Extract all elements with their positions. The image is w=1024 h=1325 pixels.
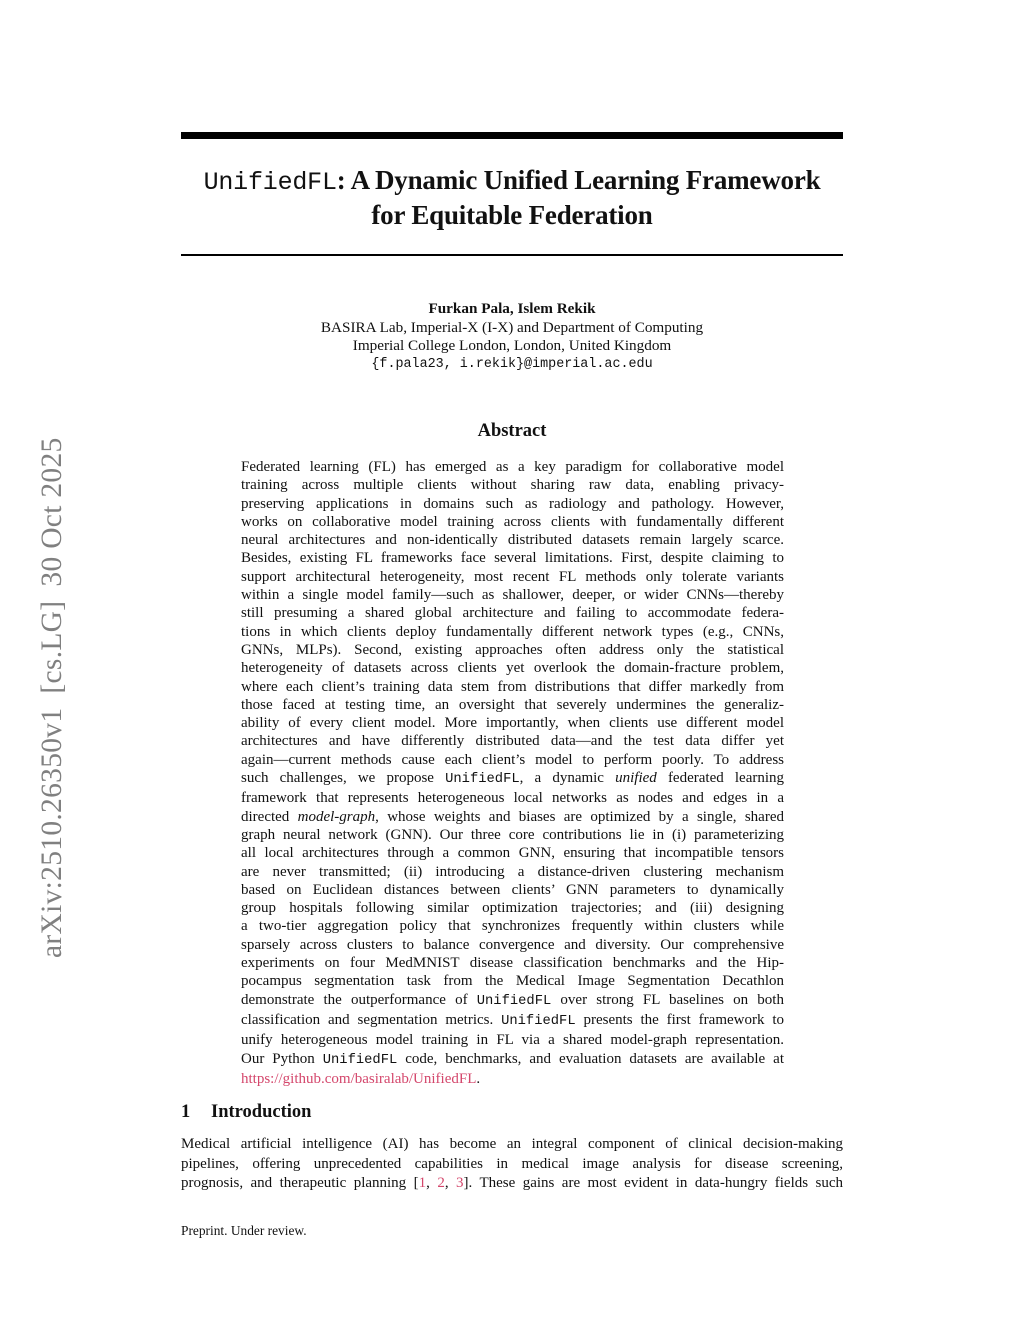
- abstract-line: [241, 769, 784, 789]
- intro-line: [181, 1174, 843, 1194]
- abstract-heading: Abstract: [477, 421, 547, 441]
- abstract-body: [241, 458, 784, 1088]
- abstract-line: [241, 808, 784, 826]
- text-segment: federated learning: [656, 770, 785, 787]
- abstract-line: within a single model family—such as shallower, deeper, or wider CNNs—thereby: [241, 587, 784, 604]
- abstract-line: works on collaborative model training across clients with fundamentally different: [241, 513, 784, 530]
- abstract-line: neural architectures and non-identically distributed datasets remain largely scarce.: [241, 532, 784, 549]
- introduction-body: [181, 1135, 843, 1194]
- abstract-line: unify heterogeneous model training in FL via a shared model-graph representation.: [241, 1032, 784, 1049]
- code-unifiedfl: UnifiedFL: [322, 1052, 398, 1068]
- abstract-line: [241, 1011, 784, 1031]
- abstract-line: Federated learning (FL) has emerged as a key paradigm for collaborative model: [241, 459, 784, 475]
- arxiv-stamp: [36, 437, 69, 958]
- emphasis-unified: unified: [615, 770, 657, 787]
- text-segment: over strong FL baselines on both: [551, 991, 784, 1008]
- github-link[interactable]: https://github.com/basiralab/UnifiedFL: [241, 1070, 477, 1087]
- author-names: Furkan Pala, Islem Rekik: [428, 300, 596, 317]
- abstract-line: architectures and have differently distributed data—and the test data differ yet: [241, 733, 784, 750]
- title-line-2: for Equitable Federation: [371, 200, 653, 230]
- affiliation-line-1: BASIRA Lab, Imperial-X (I-X) and Department of Computing: [320, 318, 704, 336]
- citation-link[interactable]: 2: [437, 1175, 445, 1192]
- abstract-line: pocampus segmentation task from the Medical Image Segmentation Decathlon: [241, 973, 784, 990]
- abstract-line: support architectural heterogeneity, most recent FL methods only tolerate variants: [241, 568, 784, 585]
- abstract-line: [241, 991, 784, 1011]
- abstract-line: again—current methods cause each client’s model to perform poorly. To address: [241, 751, 784, 768]
- abstract-line: where each client’s training data stem from distributions that differ markedly from: [241, 678, 784, 695]
- abstract-line: still presuming a shared global architecture and failing to accommodate federa-: [241, 605, 784, 622]
- affiliation-line-2: Imperial College London, London, United Kingdom: [352, 337, 672, 355]
- abstract-line: Besides, existing FL frameworks face several limitations. First, despite claiming to: [241, 550, 784, 567]
- text-segment: code, benchmarks, and evaluation datasets are available at: [397, 1050, 784, 1067]
- text-segment: presents the first framework to: [575, 1011, 784, 1028]
- code-unifiedfl: UnifiedFL: [476, 993, 552, 1009]
- abstract-line: [241, 1050, 784, 1070]
- text-segment: Our Python: [241, 1050, 323, 1067]
- abstract-line: graph neural network (GNN). Our three core contributions lie in (i) parameterizing: [241, 826, 784, 843]
- title-bottom-rule: [181, 254, 843, 256]
- arxiv-category: [cs.LG]: [36, 600, 68, 694]
- paper-title: [150, 164, 874, 231]
- intro-line: Medical artificial intelligence (AI) has become an integral component of clinical decision-making: [181, 1136, 843, 1152]
- abstract-line: tions in which clients deploy fundamentally different network types (e.g., CNNs,: [241, 623, 784, 640]
- abstract-line: ability of every client model. More importantly, when clients use different model: [241, 715, 784, 732]
- author-block: [212, 300, 812, 374]
- citation-link[interactable]: 3: [456, 1175, 464, 1192]
- author-email: {f.pala23, i.rekik}@imperial.ac.edu: [371, 356, 653, 372]
- title-framework-name: UnifiedFL: [203, 168, 337, 197]
- abstract-line: [241, 1070, 784, 1088]
- text-segment: classification and segmentation metrics.: [241, 1011, 502, 1028]
- title-top-rule: [181, 132, 843, 139]
- text-segment: such challenges, we propose: [241, 770, 446, 787]
- title-line-1: : A Dynamic Unified Learning Framework: [336, 165, 821, 195]
- text-segment: demonstrate the outperformance of: [241, 991, 477, 1008]
- arxiv-date: 30 Oct 2025: [36, 437, 68, 587]
- text-segment: , a dynamic: [519, 770, 616, 787]
- text-segment: ,: [444, 1175, 457, 1192]
- code-unifiedfl: UnifiedFL: [501, 1013, 576, 1029]
- abstract-line: preserving applications in domains such as radiology and pathology. However,: [241, 495, 784, 512]
- emphasis-model-graph: model-graph: [297, 808, 376, 825]
- abstract-line: all local architectures through a common GNN, ensuring that incompatible tensors: [241, 845, 784, 862]
- section-heading-introduction: [181, 1102, 311, 1123]
- abstract-line: framework that represents heterogeneous local networks as nodes and edges in a: [241, 790, 784, 807]
- text-segment: directed: [241, 808, 298, 825]
- text-segment: ,: [426, 1175, 438, 1192]
- footer-note: Preprint. Under review.: [181, 1223, 307, 1238]
- text-segment: ]. These gains are most evident in data-hungry fields such: [463, 1175, 844, 1192]
- abstract-line: group hospitals following similar optimization trajectories; and (iii) designing: [241, 900, 784, 917]
- text-segment: prognosis, and therapeutic planning [: [181, 1175, 419, 1192]
- section-number: 1: [181, 1102, 191, 1122]
- abstract-line: a two-tier aggregation policy that synchronizes frequently within clusters while: [241, 918, 784, 935]
- abstract-line: GNNs, MLPs). Second, existing approaches often address only the statistical: [241, 641, 784, 658]
- text-segment: , whose weights and biases are optimized by a single, shared: [375, 808, 784, 825]
- citation-link[interactable]: 1: [418, 1175, 427, 1192]
- abstract-line: based on Euclidean distances between clients’ GNN parameters to dynamically: [241, 881, 784, 898]
- arxiv-id: arXiv:2510.26350v1: [36, 707, 68, 958]
- abstract-line: those faced at testing time, an oversight that severely undermines the generaliz-: [241, 696, 784, 713]
- text-segment: .: [476, 1070, 481, 1087]
- abstract-line: are never transmitted; (ii) introducing a distance-driven clustering mechanism: [241, 863, 784, 880]
- section-title: Introduction: [211, 1102, 312, 1122]
- code-unifiedfl: UnifiedFL: [445, 772, 520, 788]
- abstract-line: sparsely across clusters to balance convergence and diversity. Our comprehensive: [241, 936, 784, 953]
- abstract-line: experiments on four MedMNIST disease classification benchmarks and the Hip-: [241, 955, 784, 972]
- intro-line: pipelines, offering unprecedented capabilities in medical image analysis for disease screening,: [181, 1155, 843, 1172]
- abstract-line: training across multiple clients without sharing raw data, enabling privacy-: [241, 477, 784, 494]
- abstract-line: heterogeneity of datasets across clients yet overlook the domain-fracture problem,: [241, 660, 784, 677]
